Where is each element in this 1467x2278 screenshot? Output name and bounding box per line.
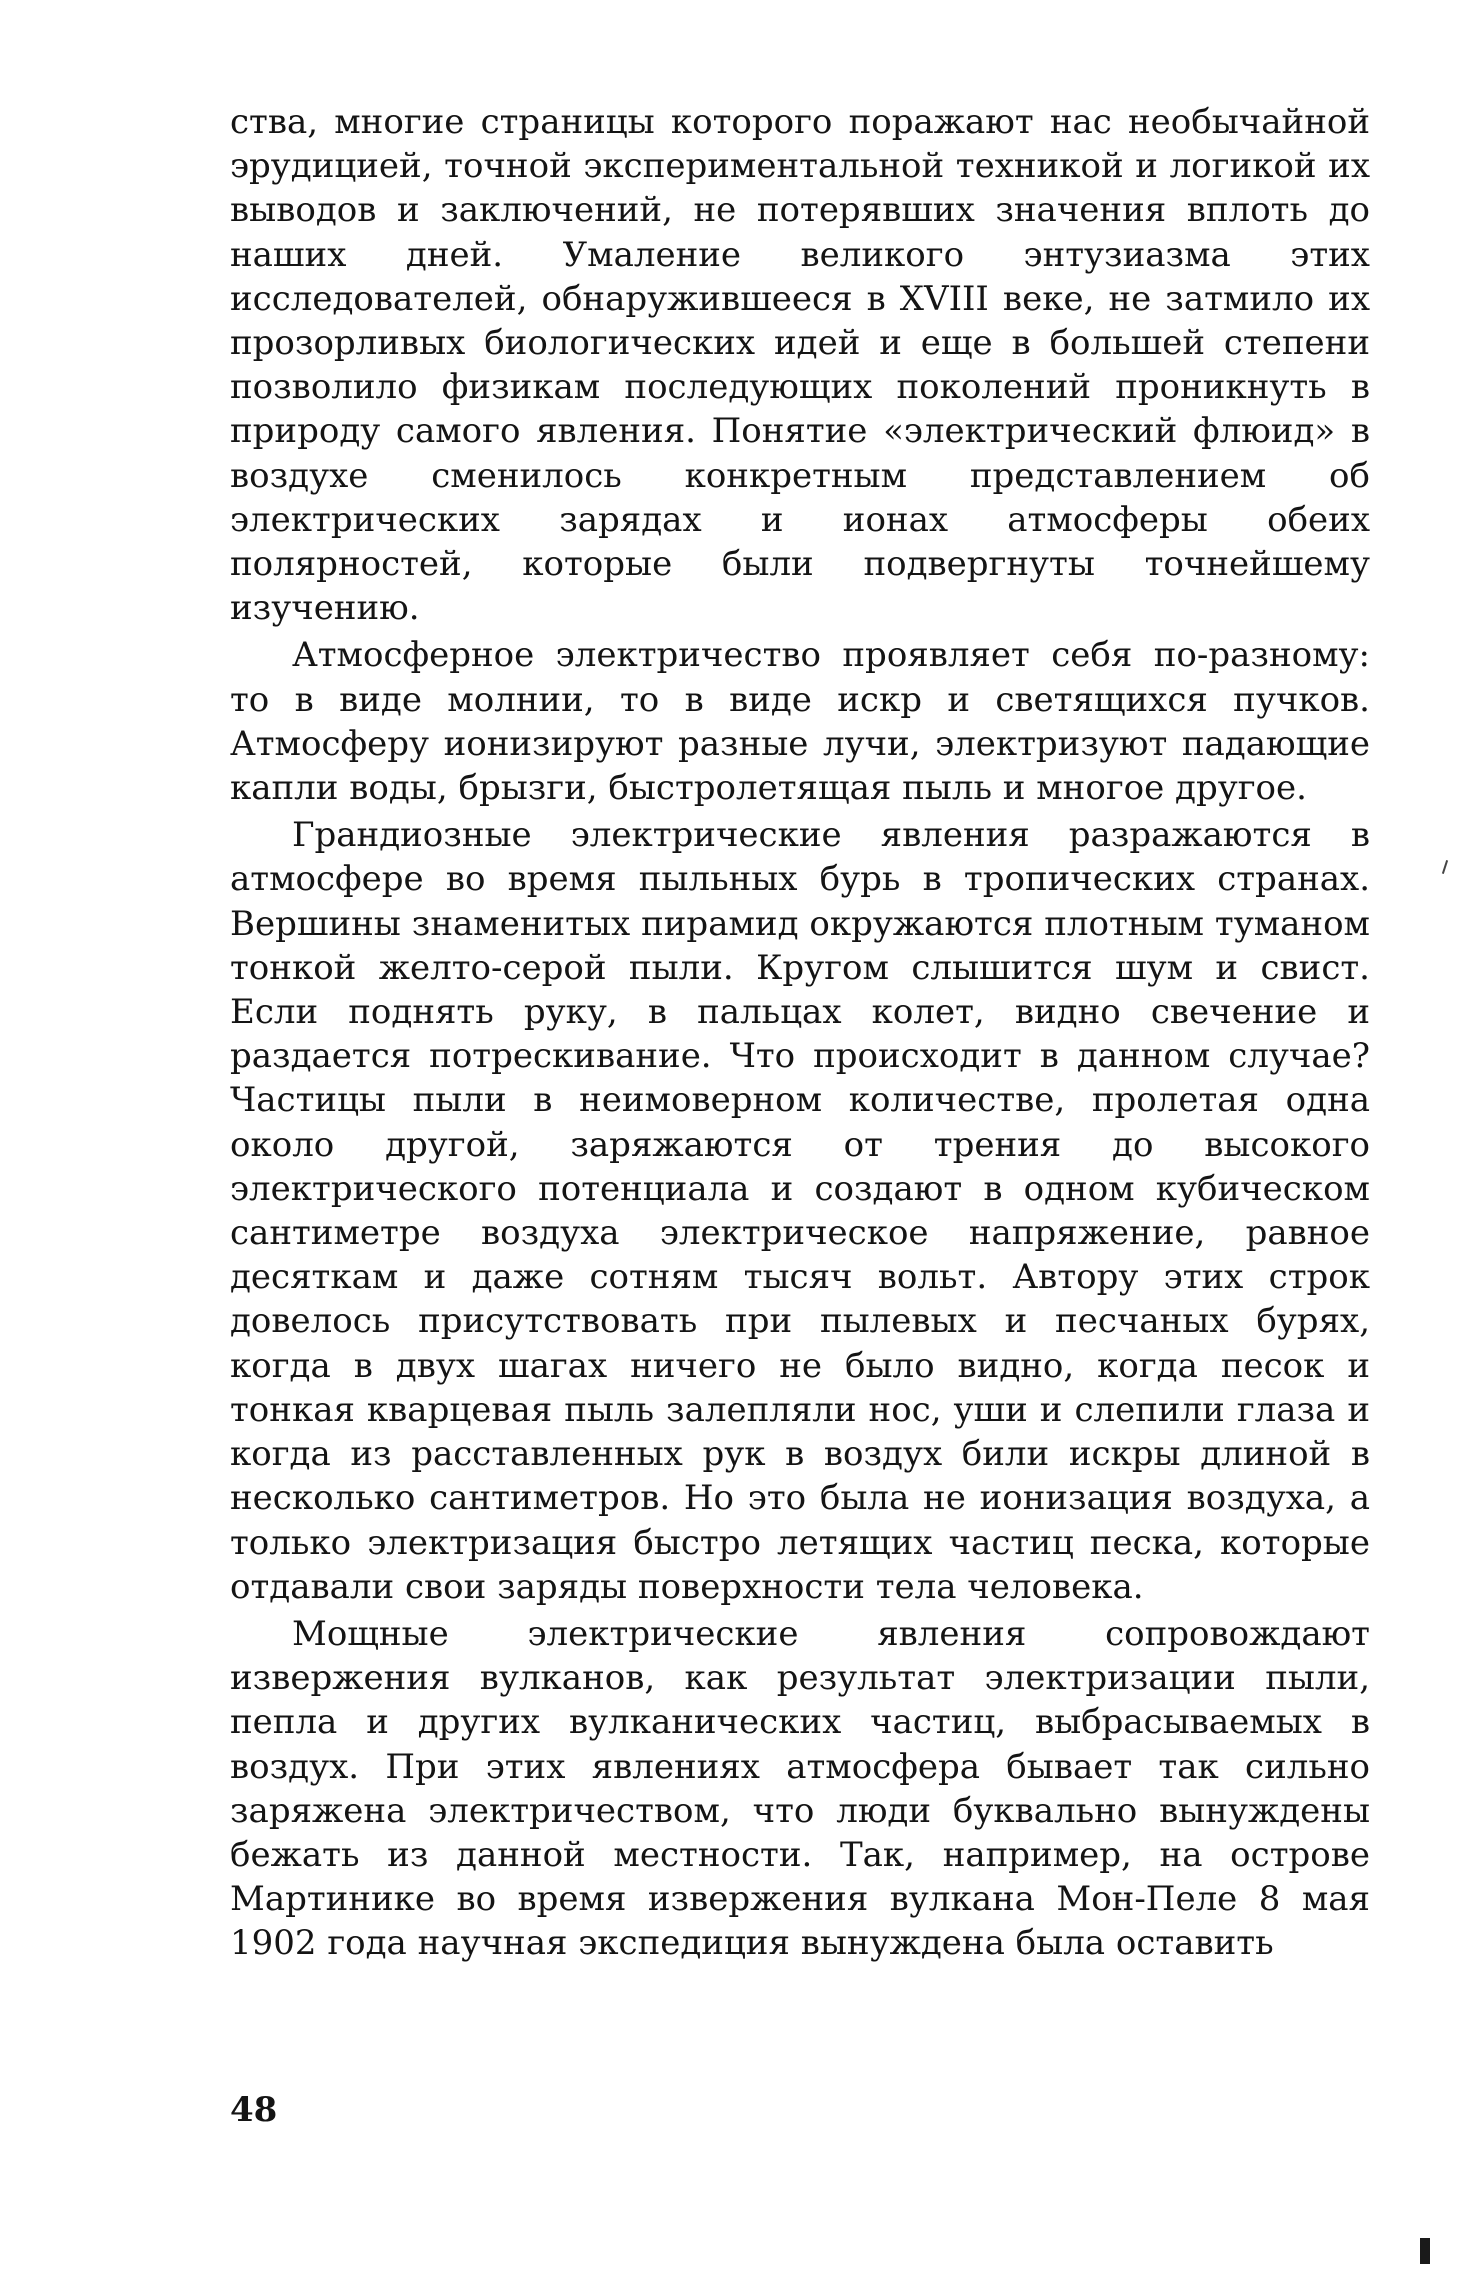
paragraph-2: Атмосферное электричество проявляет себя по-разному: то в виде молнии, то в виде искр и светящихся пучков. Атмосферу ионизируют разные лучи, электризуют падающие капли воды, брызги, быстролетящая пыль и многое другое. [230,635,1370,809]
paragraph-1: ства, многие страницы которого поражают нас необычайной эрудицией, точной экспериментальной техникой и логикой их выводов и заключений, не потерявших значения вплоть до наших дней. Умаление великого энтузиазма этих исследователей, обнаружившееся в XVIII веке, не затмило их прозорливых биологических идей и еще в большей степени позволило физикам последующих поколений проникнуть в природу самого явления. Понятие «электрический флюид» в воздухе сменилось конкретным представлением об электрических зарядах и ионах атмосферы обеих полярностей, которые были подвергнуты точнейшему изучению. [230,102,1370,629]
page-number: 48 [230,2090,278,2130]
paragraph-4: Мощные электрические явления сопровождают извержения вулканов, как результат электризации пыли, пепла и других вулканических частиц, выбрасываемых в воздух. При этих явлениях атмосфера бывает так сильно заряжена электричеством, что люди буквально вынуждены бежать из данной местности. Так, например, на острове Мартинике во время извержения вулкана Мон-Пеле 8 мая 1902 года научная экспедиция вынуждена была оставить [230,1613,1370,1964]
page-body [230,100,1370,1966]
edge-mark [1420,2238,1430,2264]
margin-speck [1442,860,1448,874]
paragraph-3: Грандиозные электрические явления разражаются в атмосфере во время пыльных бурь в тропических странах. Вершины знаменитых пирамид окружаются плотным туманом тонкой желто-серой пыли. Кругом слышится шум и свист. Если поднять руку, в пальцах колет, видно свечение и раздается потрескивание. Что происходит в данном случае? Частицы пыли в неимоверном количестве, пролетая одна около другой, заряжаются от трения до высокого электрического потенциала и создают в одном кубическом сантиметре воздуха электрическое напряжение, равное десяткам и даже сотням тысяч вольт. Автору этих строк довелось присутствовать при пылевых и песчаных бурях, когда в двух шагах ничего не было видно, когда песок и тонкая кварцевая пыль залепляли нос, уши и слепили глаза и когда из расставленных рук в воздух били искры длиной в несколько сантиметров. Но это была не ионизация воздуха, а только электризация быстро летящих частиц песка, которые отдавали свои заряды поверхности тела человека. [230,815,1370,1607]
